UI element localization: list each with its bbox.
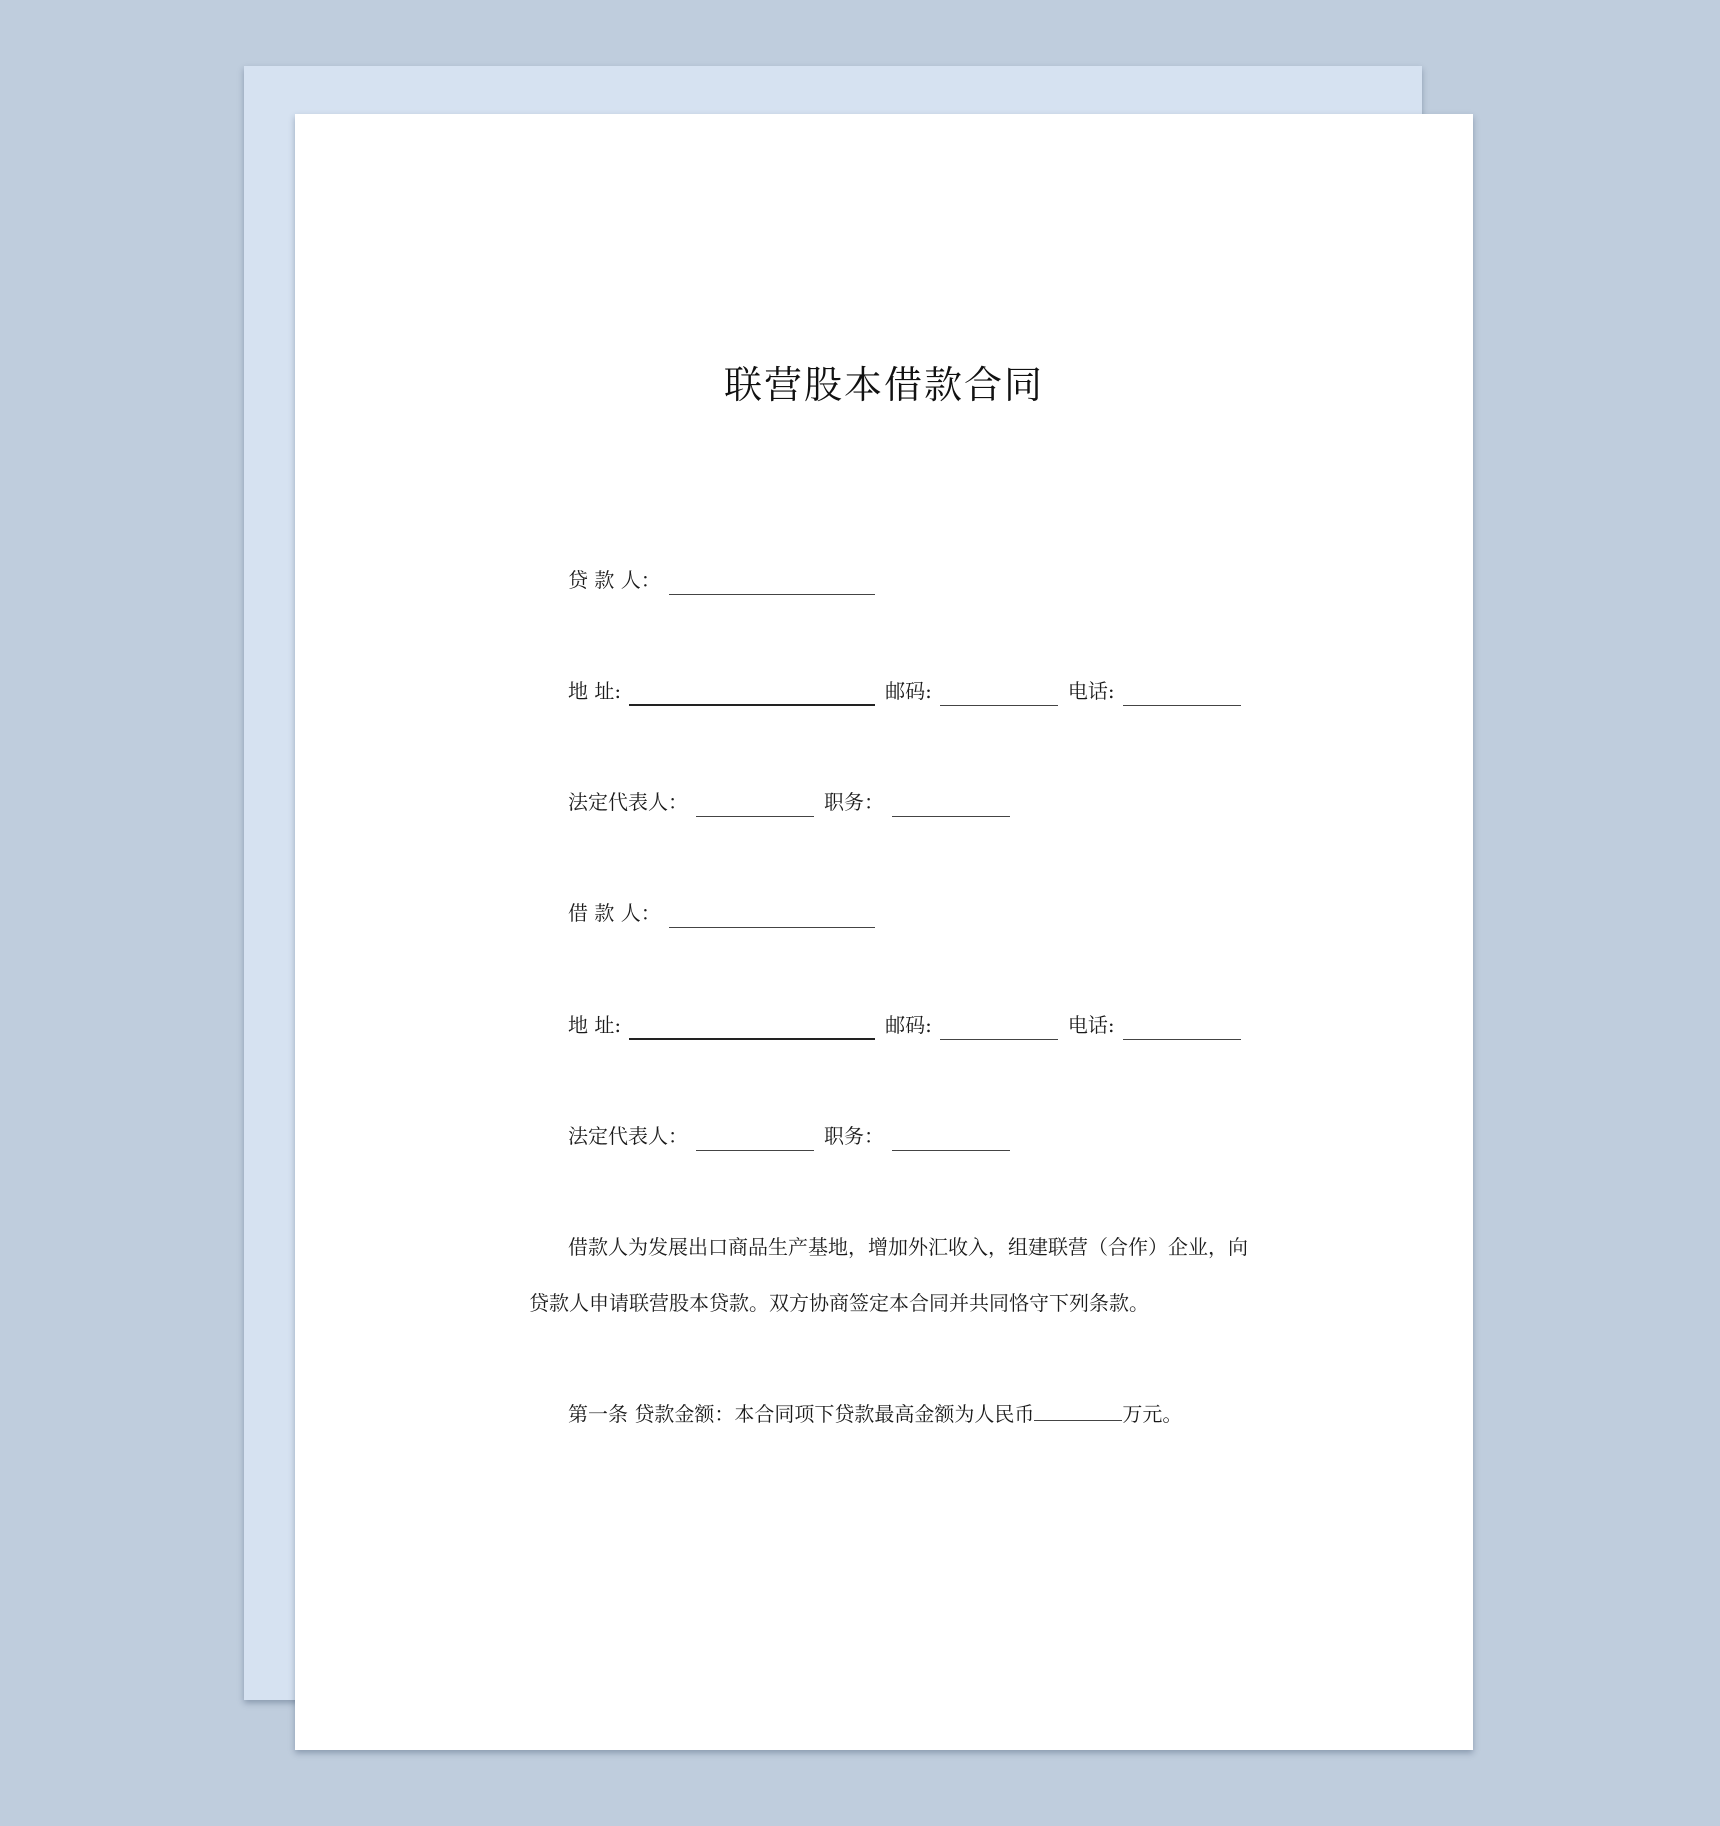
borrower-rep-row (568, 1121, 1010, 1151)
lender-phone-label: 电话: (1067, 679, 1115, 703)
lender-position-label: 职务： (824, 790, 884, 814)
lender-position-blank[interactable] (892, 792, 1010, 817)
article-1-text: 第一条 贷款金额：本合同项下贷款最高金额为人民币 (568, 1402, 1035, 1426)
borrower-address-row (568, 1010, 1241, 1040)
intro-line-1: 借款人为发展出口商品生产基地，增加外汇收入，组建联营（合作）企业，向 (568, 1235, 1248, 1259)
lender-address-label: 地 址: (568, 679, 622, 703)
lender-label: 贷 款 人： (568, 568, 661, 592)
borrower-blank[interactable] (669, 903, 875, 928)
borrower-address-blank[interactable] (629, 1014, 875, 1040)
document-title: 联营股本借款合同 (723, 363, 1044, 407)
lender-address-blank[interactable] (629, 680, 875, 706)
lender-phone-blank[interactable] (1123, 681, 1241, 706)
intro-line-2: 贷款人申请联营股本贷款。双方协商签定本合同并共同恪守下列条款。 (529, 1291, 1149, 1315)
borrower-position-blank[interactable] (892, 1126, 1010, 1151)
lender-rep-label: 法定代表人： (568, 790, 688, 814)
borrower-label: 借 款 人： (568, 901, 661, 925)
article-1-unit: 万元。 (1122, 1402, 1183, 1426)
lender-postcode-blank[interactable] (940, 681, 1058, 706)
document-page (295, 114, 1473, 1750)
lender-rep-row (568, 787, 1010, 817)
borrower-phone-label: 电话: (1067, 1013, 1115, 1037)
borrower-row (568, 898, 875, 928)
lender-address-row (568, 676, 1241, 706)
borrower-phone-blank[interactable] (1123, 1015, 1241, 1040)
lender-rep-blank[interactable] (696, 792, 814, 817)
borrower-address-label: 地 址: (568, 1013, 622, 1037)
borrower-position-label: 职务： (824, 1124, 884, 1148)
borrower-postcode-blank[interactable] (940, 1015, 1058, 1040)
lender-row (568, 565, 875, 595)
lender-postcode-label: 邮码: (885, 679, 932, 703)
lender-blank[interactable] (669, 570, 875, 595)
borrower-rep-label: 法定代表人： (568, 1124, 688, 1148)
article-1 (568, 1399, 1182, 1429)
borrower-postcode-label: 邮码: (885, 1013, 932, 1037)
borrower-rep-blank[interactable] (696, 1126, 814, 1151)
amount-blank[interactable] (1034, 1400, 1122, 1421)
